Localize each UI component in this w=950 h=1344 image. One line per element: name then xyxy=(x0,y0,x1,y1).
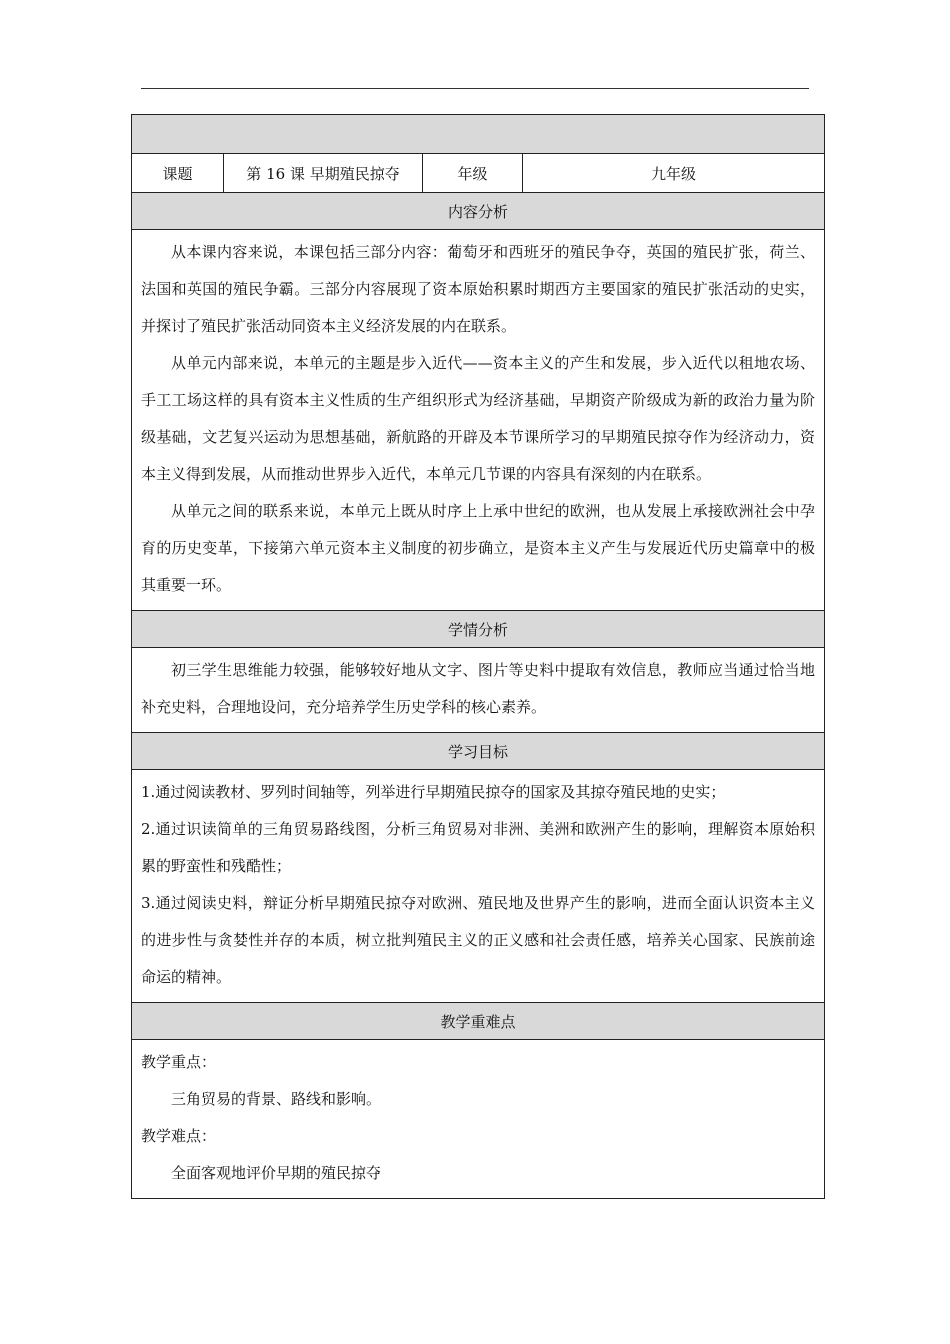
content-analysis-body xyxy=(132,230,825,611)
learning-goals-title: 学习目标 xyxy=(132,733,825,770)
student-paragraph: 初三学生思维能力较强，能够较好地从文字、图片等史料中提取有效信息，教师应当通过恰当地补充史料，合理地设问，充分培养学生历史学科的核心素养。 xyxy=(141,661,815,716)
table-banner xyxy=(132,115,825,154)
key-points-body xyxy=(132,1040,825,1199)
difficulty-label: 教学难点： xyxy=(141,1127,217,1145)
grade-label: 年级 xyxy=(423,154,523,193)
focus-text: 三角贸易的背景、路线和影响。 xyxy=(171,1090,382,1108)
content-paragraph: 从本课内容来说，本课包括三部分内容：葡萄牙和西班牙的殖民争夺，英国的殖民扩张，荷兰、法国和英国的殖民争霸。三部分内容展现了资本原始积累时期西方主要国家的殖民扩张活动的史实，并探讨了殖民扩张活动同资本主义经济发展的内在联系。 xyxy=(141,243,815,335)
content-paragraph: 从单元内部来说，本单元的主题是步入近代——资本主义的产生和发展，步入近代以租地农场、手工工场这样的具有资本主义性质的生产组织形式为经济基础，早期资产阶级成为新的政治力量为阶级基础，文艺复兴运动为思想基础，新航路的开辟及本节课所学习的早期殖民掠夺作为经济动力，资本主义得到发展，从而推动世界步入近代，本单元几节课的内容具有深刻的内在联系。 xyxy=(141,354,815,483)
section-header-row xyxy=(132,733,825,770)
student-analysis-row xyxy=(132,648,825,733)
student-analysis-body xyxy=(132,648,825,733)
learning-goals-row xyxy=(132,770,825,1003)
goal-item: 1.通过阅读教材、罗列时间轴等，列举进行早期殖民掠夺的国家及其掠夺殖民地的史实； xyxy=(141,783,726,801)
section-header-row xyxy=(132,193,825,230)
header-rule xyxy=(141,88,809,89)
student-analysis-title: 学情分析 xyxy=(132,611,825,648)
lesson-plan-table xyxy=(131,114,825,1199)
content-analysis-title: 内容分析 xyxy=(132,193,825,230)
focus-label: 教学重点： xyxy=(141,1053,217,1071)
difficulty-text: 全面客观地评价早期的殖民掠夺 xyxy=(171,1164,382,1182)
content-analysis-row xyxy=(132,230,825,611)
grade-value: 九年级 xyxy=(523,154,825,193)
content-paragraph: 从单元之间的联系来说，本单元上既从时序上上承中世纪的欧洲，也从发展上承接欧洲社会中孕育的历史变革，下接第六单元资本主义制度的初步确立，是资本主义产生与发展近代历史篇章中的极其重要一环。 xyxy=(141,502,815,594)
goal-item: 2.通过识读简单的三角贸易路线图，分析三角贸易对非洲、美洲和欧洲产生的影响，理解资本原始积累的野蛮性和残酷性； xyxy=(141,820,815,875)
course-value: 第 16 课 早期殖民掠夺 xyxy=(224,154,423,193)
key-points-row xyxy=(132,1040,825,1199)
table-banner-row xyxy=(132,115,825,154)
goal-item: 3.通过阅读史料，辩证分析早期殖民掠夺对欧洲、殖民地及世界产生的影响，进而全面认识资本主义的进步性与贪婪性并存的本质，树立批判殖民主义的正义感和社会责任感，培养关心国家、民族前途命运的精神。 xyxy=(141,894,815,986)
section-header-row xyxy=(132,611,825,648)
course-label: 课题 xyxy=(132,154,224,193)
learning-goals-body xyxy=(132,770,825,1003)
key-points-title: 教学重难点 xyxy=(132,1003,825,1040)
section-header-row xyxy=(132,1003,825,1040)
course-info-row xyxy=(132,154,825,193)
